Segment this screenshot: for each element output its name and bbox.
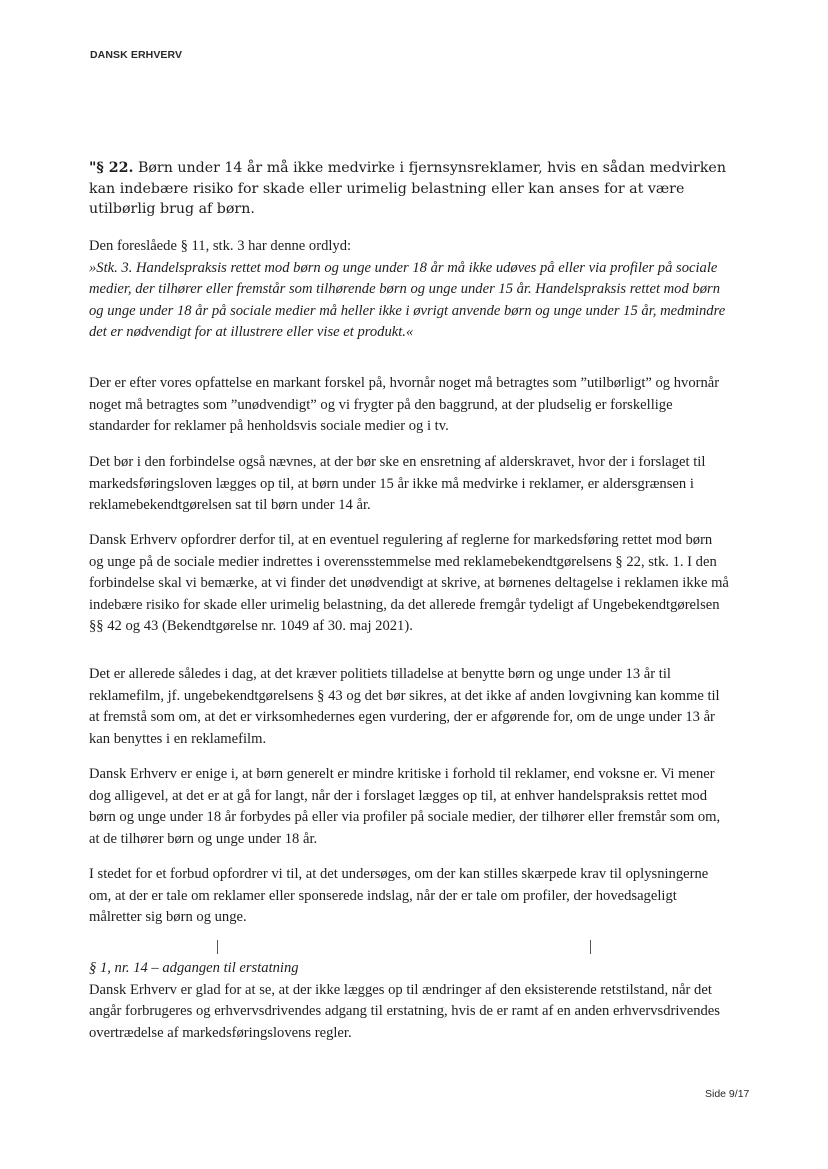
paragraph-instead-of-ban: I stedet for et forbud opfordrer vi til, at det undersøges, om der kan stilles skærpede krav til oplysningerne om, at der er tale om reklamer eller sponserede indslag, når der er tale om profiler, der hovedsageligt målretter sig børn og unge.	[89, 866, 709, 925]
paragraph-compensation: Dansk Erhverv er glad for at se, at der ikke lægges op til ændringer af den eksisterende retstilstand, når det angår forbrugeres og erhvervsdrivendes adgang til erstatning, hvis de er ramt af en anden erhvervsdrivendes overtrædelse af markedsføringslovens regler.	[89, 981, 720, 1041]
paragraph-difference: Der er efter vores opfattelse en markant forskel på, hvornår noget må betragtes som ”utilbørligt” og hvornår noget må betragtes som ”unødvendigt” og vi frygter på den baggrund, at der pludselig er forskellige standarder for reklamer på henholdsvis sociale medier og i tv.	[89, 375, 720, 434]
section-heading: § 1, nr. 14 – adgangen til erstatning	[89, 960, 299, 976]
paragraph-age-requirement: Det bør i den forbindelse også nævnes, at der bør ske en ensretning af alderskravet, hvor der i forslaget til markedsføringsloven lægges op til, at børn under 15 år ikke må medvirke i reklamer, er aldersgrænsen i reklamebekendtgørelsen sat til børn under 14 år.	[89, 454, 706, 513]
section-mark: "§ 22.	[89, 160, 134, 176]
paragraph-children-critical: Dansk Erhverv er enige i, at børn generelt er mindre kritiske i forhold til reklamer, end voksne er. Vi mener dog alligevel, at det er at gå for langt, når der i forslaget lægges op til, at enhver handelspraksis rettet mod børn og unge under 18 år forbydes på eller via profiler på sociale medier, der tilhører eller fremstår som om, at de tilhører børn og unge under 18 år.	[89, 766, 721, 847]
quoted-section-text: Børn under 14 år må ikke medvirke i fjernsynsreklamer, hvis en sådan medvirken kan indebære risiko for skade eller urimelig belastning eller kan anses for at være utilbørlig brug af børn.	[89, 160, 726, 217]
scan-mark	[590, 940, 591, 954]
paragraph-proposed-section	[89, 236, 729, 344]
scan-mark	[217, 940, 218, 954]
paragraph-recommendation: Dansk Erhverv opfordrer derfor til, at en eventuel regulering af reglerne for markedsføring rettet mod børn og unge på de sociale medier indrettes i overensstemmelse med reklamebekendtgørelsens § 22, stk. 1. I den forbindelse skal vi bemærke, at vi finder det unødvendigt at skrive, at børnenes deltagelse i reklamen ikke må indebære risiko for skade eller urimelig belastning, da det allerede fremgår tydeligt af Ungebekendtgørelsen §§ 42 og 43 (Bekendtgørelse nr. 1049 af 30. maj 2021).	[89, 532, 729, 634]
section-compensation	[89, 958, 729, 1044]
paragraph-police-permit: Det er allerede således i dag, at det kræver politiets tilladelse at benytte børn og unge under 13 år til reklamefilm, jf. ungebekendtgørelsens § 43 og det bør sikres, at det ikke af anden lovgivning kan komme til at fremstå som om, at det er virksomhedernes egen vurdering, der er afgørende for, om de unge under 13 år kan benyttes i en reklamefilm.	[89, 666, 720, 747]
proposed-text-quote: »Stk. 3. Handelspraksis rettet mod børn og unge under 18 år må ikke udøves på eller via profiler på sociale medier, der tilhører eller fremstår som tilhørende børn og unge under 15 år. Handelspraksis rettet mod børn og unge under 18 år på sociale medier må heller ikke i øvrigt anvende børn og unge under 15 år, medmindre det er nødvendigt for at illustrere eller vise et produkt.«	[89, 259, 726, 340]
organization-header: DANSK ERHVERV	[90, 49, 183, 61]
quoted-section-22	[89, 158, 729, 220]
page-number: Side 9/17	[705, 1088, 750, 1100]
paragraph-intro: Den foreslåede § 11, stk. 3 har denne ordlyd:	[89, 238, 352, 254]
